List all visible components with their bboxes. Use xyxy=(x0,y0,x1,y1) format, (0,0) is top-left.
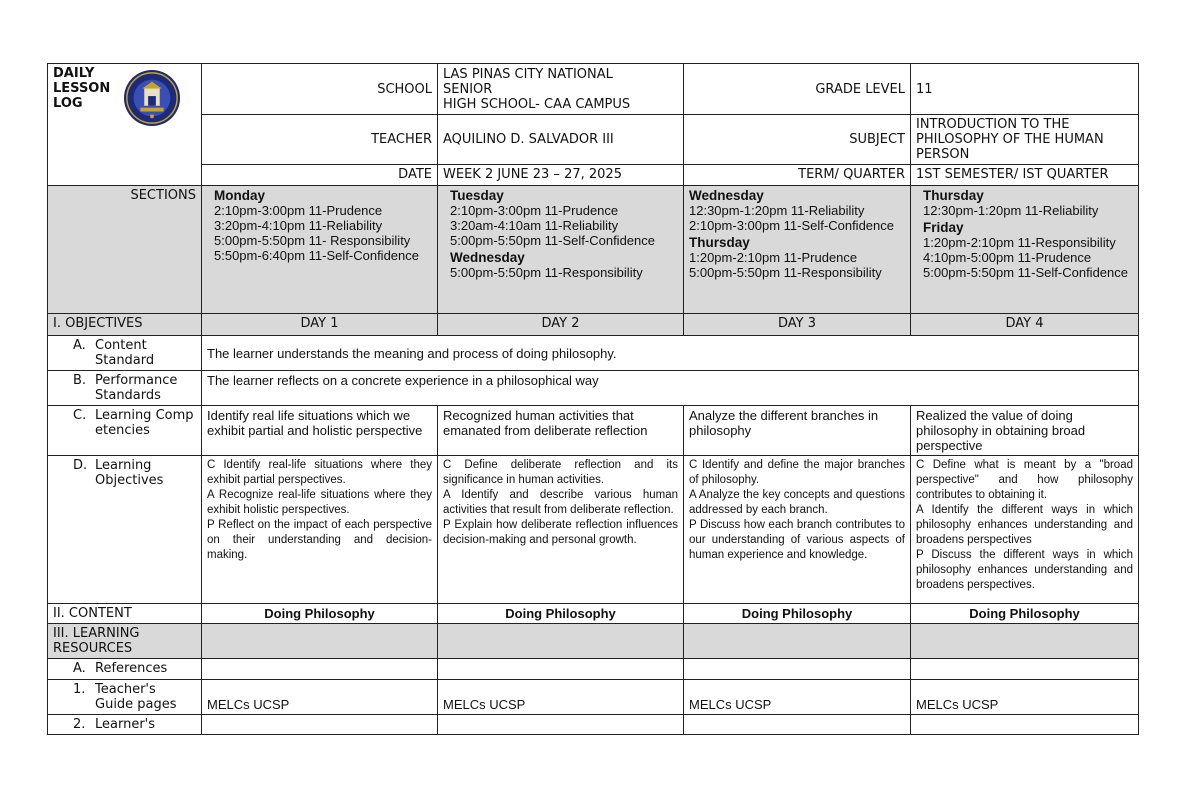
subject-value: INTRODUCTION TO THE PHILOSOPHY OF THE HUMAN PERSON xyxy=(911,115,1139,165)
section-day-heading: Tuesday xyxy=(450,188,504,203)
daily-lesson-log-table xyxy=(47,63,1139,735)
learning-objectives-label: D. Learning Objectives xyxy=(48,456,202,604)
school-label: SCHOOL xyxy=(202,64,438,115)
section-day-heading: Wednesday xyxy=(450,250,525,265)
learners-day3 xyxy=(684,715,911,735)
resources-day1 xyxy=(202,624,438,659)
term-label: TERM/ QUARTER xyxy=(684,165,911,186)
section-time-slot: 4:10pm-5:00pm 11-Prudence xyxy=(923,250,1092,265)
references-day4 xyxy=(911,659,1139,680)
section-day-heading: Thursday xyxy=(923,188,984,203)
section-time-slot: 2:10pm-3:00pm 11-Prudence xyxy=(214,203,383,218)
teachers-guide-day2: MELCs UCSP xyxy=(438,680,684,715)
day-header-2: DAY 2 xyxy=(438,314,684,336)
resources-day3 xyxy=(684,624,911,659)
section-time-slot: 12:30pm-1:20pm 11-Reliability xyxy=(923,203,1099,218)
sections-day2 xyxy=(438,186,684,314)
term-value: 1ST SEMESTER/ IST QUARTER xyxy=(911,165,1139,186)
grade-label: GRADE LEVEL xyxy=(684,64,911,115)
content-day2: Doing Philosophy xyxy=(438,604,684,624)
school-value: LAS PINAS CITY NATIONAL SENIOR HIGH SCHOOL- CAA CAMPUS xyxy=(438,64,684,115)
competencies-label: C. Learning Competencies xyxy=(48,406,202,456)
dll-title: DAILY LESSON LOG xyxy=(53,66,111,111)
sections-day3 xyxy=(684,186,911,314)
day-header-3: DAY 3 xyxy=(684,314,911,336)
section-time-slot: 12:30pm-1:20pm 11-Reliability xyxy=(689,203,865,218)
section-time-slot: 5:50pm-6:40pm 11-Self-Confidence xyxy=(214,248,419,263)
date-label: DATE xyxy=(202,165,438,186)
content-day3: Doing Philosophy xyxy=(684,604,911,624)
competency-day3: Analyze the different branches in philosophy xyxy=(684,406,911,456)
day-header-4: DAY 4 xyxy=(911,314,1139,336)
learning-objectives-day1: C Identify real-life situations where they exhibit partial perspectives. A Recognize real-life situations where they exhibit holistic perspectives. P Reflect on the impact of each perspective on their understanding and decision-making. xyxy=(202,456,438,604)
resources-day4 xyxy=(911,624,1139,659)
section-time-slot: 5:00pm-5:50pm 11-Self-Confidence xyxy=(450,233,655,248)
date-value: WEEK 2 JUNE 23 – 27, 2025 xyxy=(438,165,684,186)
teachers-guide-day4: MELCs UCSP xyxy=(911,680,1139,715)
references-day3 xyxy=(684,659,911,680)
sections-day4 xyxy=(911,186,1139,314)
section-time-slot: 2:10pm-3:00pm 11-Self-Confidence xyxy=(689,218,894,233)
dll-title-cell xyxy=(48,64,202,186)
sections-label: SECTIONS xyxy=(48,186,202,314)
section-time-slot: 5:00pm-5:50pm 11-Responsibility xyxy=(689,265,882,280)
day-header-1: DAY 1 xyxy=(202,314,438,336)
section-time-slot: 1:20pm-2:10pm 11-Responsibility xyxy=(923,235,1116,250)
competency-day2: Recognized human activities that emanated from deliberate reflection xyxy=(438,406,684,456)
learners-day1 xyxy=(202,715,438,735)
section-day-heading: Wednesday xyxy=(689,188,764,203)
sections-day1 xyxy=(202,186,438,314)
teachers-guide-day1: MELCs UCSP xyxy=(202,680,438,715)
teacher-value: AQUILINO D. SALVADOR III xyxy=(438,115,684,165)
section-time-slot: 3:20am-4:10am 11-Reliability xyxy=(450,218,619,233)
grade-value: 11 xyxy=(911,64,1139,115)
section-day-heading: Monday xyxy=(214,188,266,203)
learners-day2 xyxy=(438,715,684,735)
learning-objectives-day3: C Identify and define the major branches of philosophy. A Analyze the key concepts and questions addressed by each branch. P Discuss how each branch contributes to our understanding of various aspects of human experience and knowledge. xyxy=(684,456,911,604)
references-day2 xyxy=(438,659,684,680)
section-time-slot: 1:20pm-2:10pm 11-Prudence xyxy=(689,250,858,265)
school-seal-logo xyxy=(123,69,181,127)
performance-standards-label: B. Performance Standards xyxy=(48,371,202,406)
resources-day2 xyxy=(438,624,684,659)
teacher-label: TEACHER xyxy=(202,115,438,165)
section-time-slot: 5:00pm-5:50pm 11-Self-Confidence xyxy=(923,265,1128,280)
references-day1 xyxy=(202,659,438,680)
competency-day4: Realized the value of doing philosophy in obtaining broad perspective xyxy=(911,406,1139,456)
competency-day1: Identify real life situations which we exhibit partial and holistic perspective xyxy=(202,406,438,456)
content-standard-label: A. Content Standard xyxy=(48,336,202,371)
subject-label: SUBJECT xyxy=(684,115,911,165)
content-standard-value: The learner understands the meaning and process of doing philosophy. xyxy=(202,336,1139,371)
objectives-label: I. OBJECTIVES xyxy=(48,314,202,336)
references-label: A. References xyxy=(48,659,202,680)
teachers-guide-label: 1. Teacher's Guide pages xyxy=(48,680,202,715)
content-label: II. CONTENT xyxy=(48,604,202,624)
section-time-slot: 5:00pm-5:50pm 11- Responsibility xyxy=(214,233,411,248)
learners-label: 2. Learner's xyxy=(48,715,202,735)
section-day-heading: Friday xyxy=(923,220,964,235)
section-time-slot: 2:10pm-3:00pm 11-Prudence xyxy=(450,203,619,218)
teachers-guide-day3: MELCs UCSP xyxy=(684,680,911,715)
content-day4: Doing Philosophy xyxy=(911,604,1139,624)
learning-objectives-day2: C Define deliberate reflection and its significance in human activities. A Identify and describe various human activities that result from deliberate reflection. P Explain how deliberate reflection influences decision-making and personal growth. xyxy=(438,456,684,604)
section-day-heading: Thursday xyxy=(689,235,750,250)
performance-standards-value: The learner reflects on a concrete experience in a philosophical way xyxy=(202,371,1139,406)
learners-day4 xyxy=(911,715,1139,735)
learning-objectives-day4: C Define what is meant by a "broad perspective" and how philosophy contributes to obtaining it. A Identify the different ways in which philosophy enhances understanding and broadens perspectives P Discuss the different ways in which philosophy enhances understanding and broadens perspectives. xyxy=(911,456,1139,604)
section-time-slot: 3:20pm-4:10pm 11-Reliability xyxy=(214,218,383,233)
section-time-slot: 5:00pm-5:50pm 11-Responsibility xyxy=(450,265,643,280)
content-day1: Doing Philosophy xyxy=(202,604,438,624)
learning-resources-label: III. LEARNING RESOURCES xyxy=(48,624,202,659)
